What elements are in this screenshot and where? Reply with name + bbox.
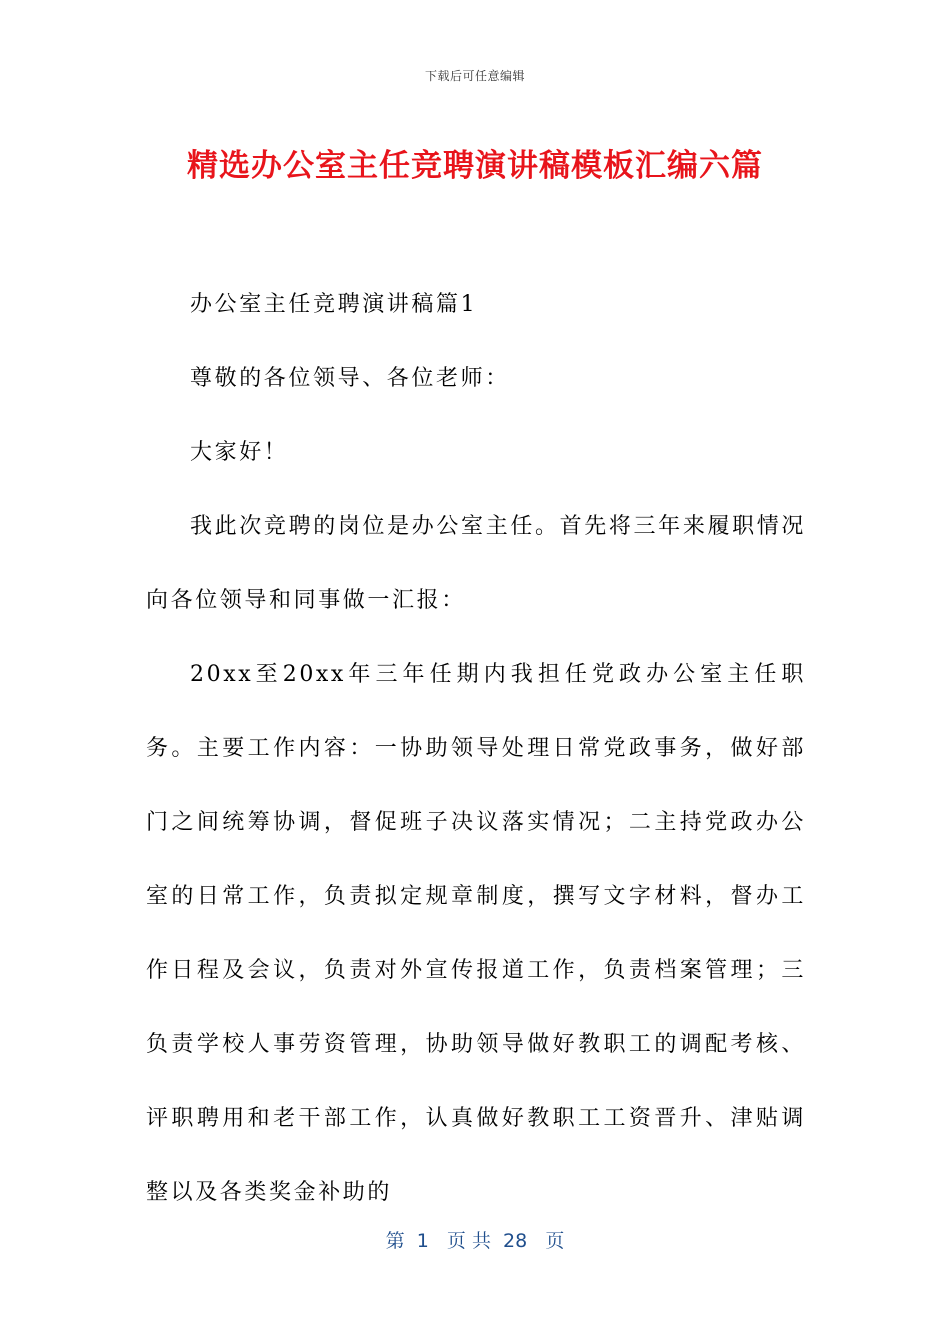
intro-paragraph: 我此次竞聘的岗位是办公室主任。首先将三年来履职情况向各位领导和同事做一汇报： [146,514,806,613]
header-note: 下载后可任意编辑 [424,69,525,83]
duties-paragraph: 20xx至20xx年三年任期内我担任党政办公室主任职务。主要工作内容：一协助领导处理日常党政事务，做好部门之间统筹协调，督促班子决议落实情况；二主持党政办公室的日常工作，负责拟定规章制度，撰写文字材料，督办工作日程及会议，负责对外宣传报道工作，负责档案管理；三负责学校人事劳资管理，协助领导做好教职工的调配考核、评职聘用和老干部工作，认真做好教职工工资晋升、津贴调整以及各类奖金补助的 [146,662,806,1205]
document-title: 精选办公室主任竞聘演讲稿模板汇编六篇 [187,148,763,184]
document-body [146,268,806,1230]
greeting: 大家好！ [190,440,289,465]
section-heading: 办公室主任竞聘演讲稿篇1 [190,292,478,317]
salutation: 尊敬的各位领导、各位老师： [190,366,510,391]
page-number: 第 1 页 共 28 页 [385,1230,565,1252]
